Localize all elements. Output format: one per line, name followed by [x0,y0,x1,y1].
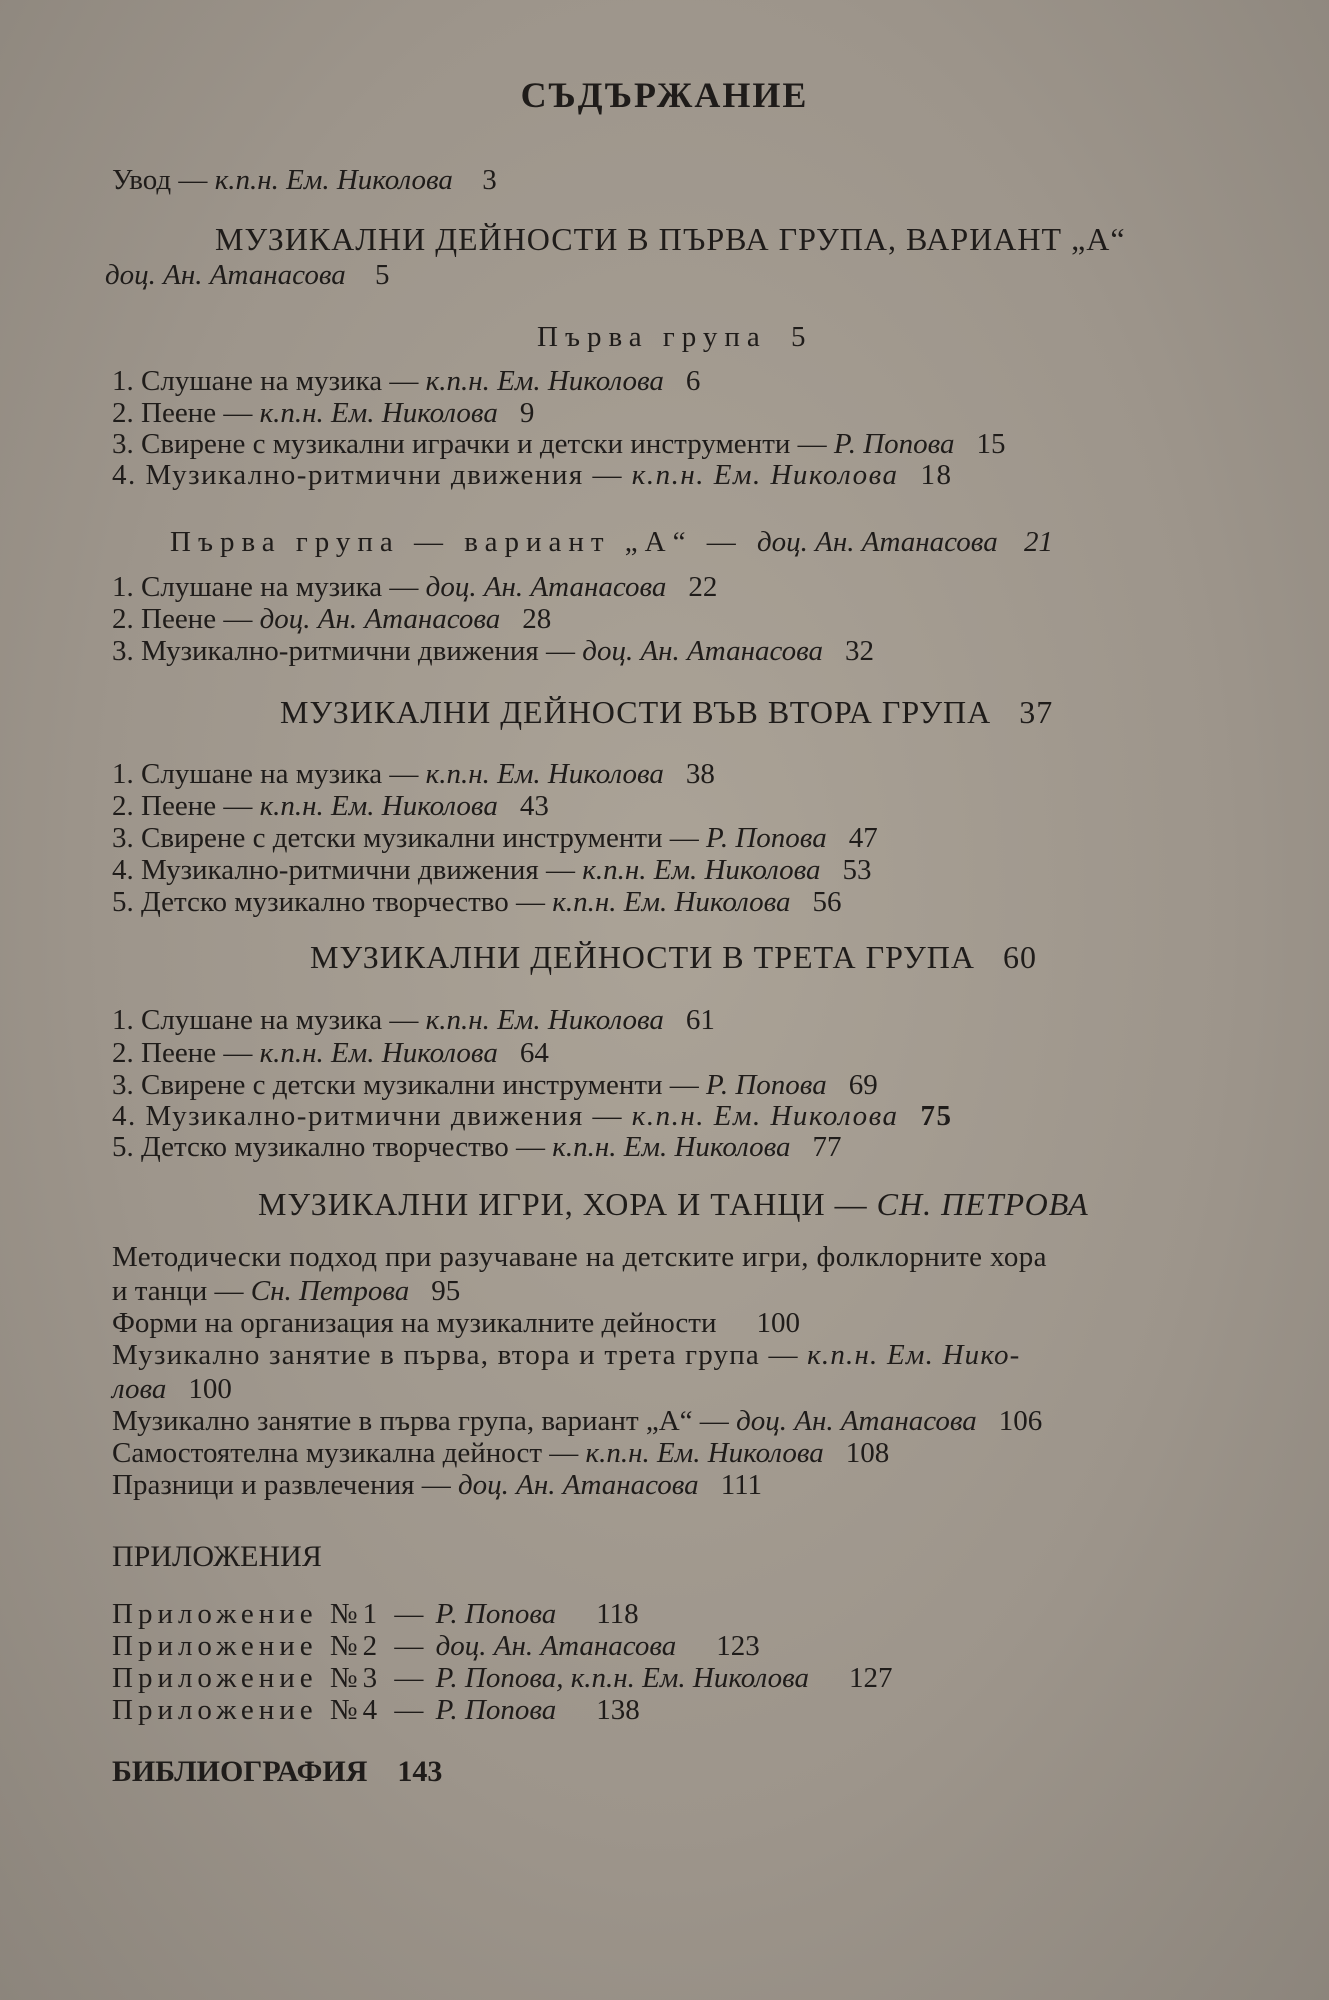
section-heading-1: МУЗИКАЛНИ ДЕЙНОСТИ В ПЪРВА ГРУПА, ВАРИАНТ „А“ [215,221,1126,257]
toc-entry: 1. Слушане на музика — к.п.н. Ем. Николова 6 [112,365,701,397]
appendices-heading: ПРИЛОЖЕНИЯ [112,1540,322,1573]
toc-entry: Приложение №3 — Р. Попова, к.п.н. Ем. Николова 127 [112,1662,893,1694]
toc-entry: 1. Слушане на музика — к.п.н. Ем. Николова 38 [112,758,715,790]
toc-entry: 4. Музикално-ритмични движения — к.п.н. Ем. Николова 18 [112,459,953,491]
section-1-author: доц. Ан. Атанасова 5 [105,259,390,291]
toc-entry: 3. Свирене с детски музикални инструменти — Р. Попова 47 [112,822,878,854]
toc-entry: Музикално занятие в първа, втора и трета група — к.п.н. Ем. Нико- [112,1339,1021,1371]
toc-entry: Приложение №1 — Р. Попова 118 [112,1598,639,1630]
toc-entry: 2. Пеене — к.п.н. Ем. Николова 43 [112,790,549,822]
toc-entry: 3. Свирене с детски музикални инструменти — Р. Попова 69 [112,1069,878,1101]
toc-entry: 1. Слушане на музика — доц. Ан. Атанасова 22 [112,571,718,603]
toc-entry: лова 100 [112,1373,232,1405]
toc-entry: 4. Музикално-ритмични движения — к.п.н. Ем. Николова 53 [112,854,872,886]
toc-entry: 2. Пеене — доц. Ан. Атанасова 28 [112,603,552,635]
toc-entry: 4. Музикално-ритмични движения — к.п.н. Ем. Николова 75 [112,1100,953,1132]
toc-entry: 3. Свирене с музикални играчки и детски инструменти — Р. Попова 15 [112,428,1006,460]
toc-entry: Форми на организация на музикалните дейности 100 [112,1307,800,1339]
toc-entry: 2. Пеене — к.п.н. Ем. Николова 64 [112,1037,549,1069]
toc-entry: 2. Пеене — к.п.н. Ем. Николова 9 [112,397,535,429]
subsection-heading-1: Първа група 5 [537,321,813,353]
section-heading-2: МУЗИКАЛНИ ДЕЙНОСТИ ВЪВ ВТОРА ГРУПА 37 [280,694,1054,730]
toc-entry: 1. Слушане на музика — к.п.н. Ем. Николова 61 [112,1004,715,1036]
toc-entry: Методически подход при разучаване на детските игри, фолклорните хора [112,1241,1047,1273]
toc-entry: и танци — Сн. Петрова 95 [112,1275,461,1307]
toc-entry-intro: Увод — к.п.н. Ем. Николова 3 [112,164,497,196]
toc-entry: Музикално занятие в първа група, вариант „А“ — доц. Ан. Атанасова 106 [112,1405,1043,1437]
section-heading-3: МУЗИКАЛНИ ДЕЙНОСТИ В ТРЕТА ГРУПА 60 [310,939,1037,975]
toc-entry: Самостоятелна музикална дейност — к.п.н. Ем. Николова 108 [112,1437,890,1469]
section-heading-4: МУЗИКАЛНИ ИГРИ, ХОРА И ТАНЦИ — СН. ПЕТРОВА [258,1186,1089,1222]
toc-entry: 5. Детско музикално творчество — к.п.н. Ем. Николова 56 [112,886,842,918]
toc-entry: Празници и развлечения — доц. Ан. Атанасова 111 [112,1469,763,1501]
toc-entry: 5. Детско музикално творчество — к.п.н. Ем. Николова 77 [112,1131,842,1163]
toc-entry: Приложение №2 — доц. Ан. Атанасова 123 [112,1630,760,1662]
toc-entry: Приложение №4 — Р. Попова 138 [112,1694,640,1726]
subsection-heading-2: Първа група — вариант „А“ — доц. Ан. Атанасова 21 [170,526,1053,558]
page-title: СЪДЪРЖАНИЕ [520,75,809,115]
toc-entry: 3. Музикално-ритмични движения — доц. Ан. Атанасова 32 [112,635,874,667]
bibliography-entry: БИБЛИОГРАФИЯ 143 [112,1755,443,1788]
